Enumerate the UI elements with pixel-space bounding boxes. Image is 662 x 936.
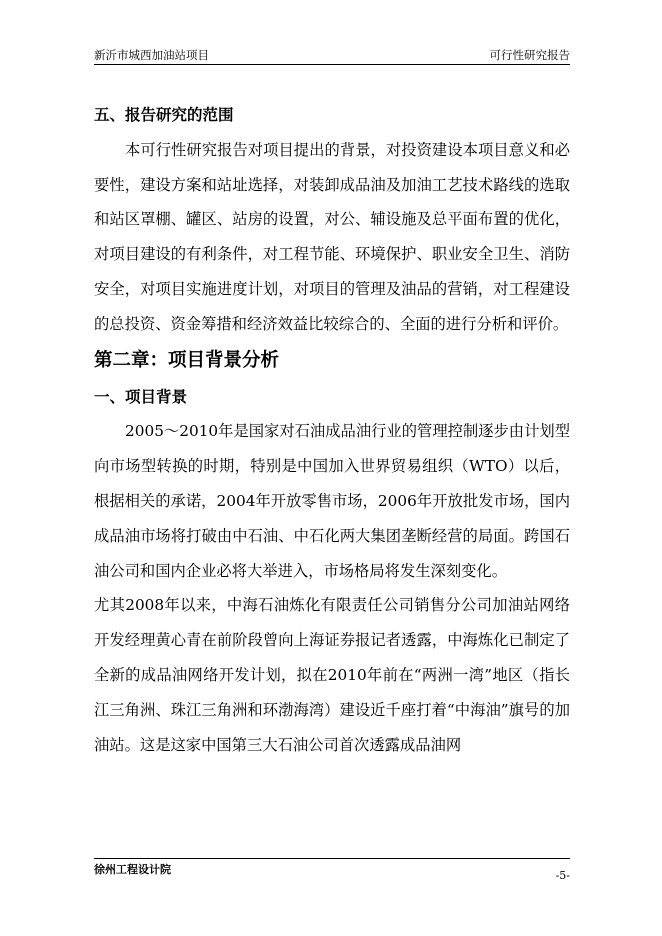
section-5-paragraph: 本可行性研究报告对项目提出的背景，对投资建设本项目意义和必要性，建设方案和站址选择，对装卸成品油及加油工艺技术路线的选取和站区罩棚、罐区、站房的设置，对公、辅设施及总平面布置的优化，对项目建设的有利条件，对工程节能、环境保护、职业安全卫生、消防安全，对项目实施进度计划，对项目的管理及油品的营销，对工程建设的总投资、资金筹措和经济效益比较综合的、全面的进行分析和评价。 (94, 140, 570, 333)
background-paragraph-1: 2005～2010年是国家对石油成品油行业的管理控制逐步由计划型向市场型转换的时期，特别是中国加入世界贸易组织（WTO）以后，根据相关的承诺，2004年开放零售市场，2006年开放批发市场，国内成品油市场将打破由中石油、中石化两大集团垄断经营的局面。跨国石油公司和国内企业必将大举进入，市场格局将发生深刻变化。 (94, 422, 570, 580)
header-report-type: 可行性研究报告 (489, 48, 570, 62)
background-paragraph-2: 尤其2008年以来，中海石油炼化有限责任公司销售分公司加油站网络开发经理黄心青在前阶段曾向上海证券报记者透露，中海炼化已制定了全新的成品油网络开发计划，拟在2010年前在“两洲一湾”地区（指长江三角洲、珠江三角洲和环渤海湾）建设近千座打着“中海油”旗号的加油站。这是这家中国第三大石油公司首次透露成品油网 (94, 596, 570, 754)
footer-institute: 徐州工程设计院 (94, 863, 171, 876)
section-1-heading: 一、项目背景 (94, 386, 188, 406)
section-5-heading: 五、报告研究的范围 (94, 105, 234, 124)
page-body (94, 98, 570, 762)
page-header (94, 44, 570, 65)
page-number: -5- (555, 869, 570, 882)
chapter-2-title: 第二章：项目背景分析 (94, 349, 280, 371)
header-project-name: 新沂市城西加油站项目 (94, 48, 209, 62)
page-footer (94, 858, 570, 882)
